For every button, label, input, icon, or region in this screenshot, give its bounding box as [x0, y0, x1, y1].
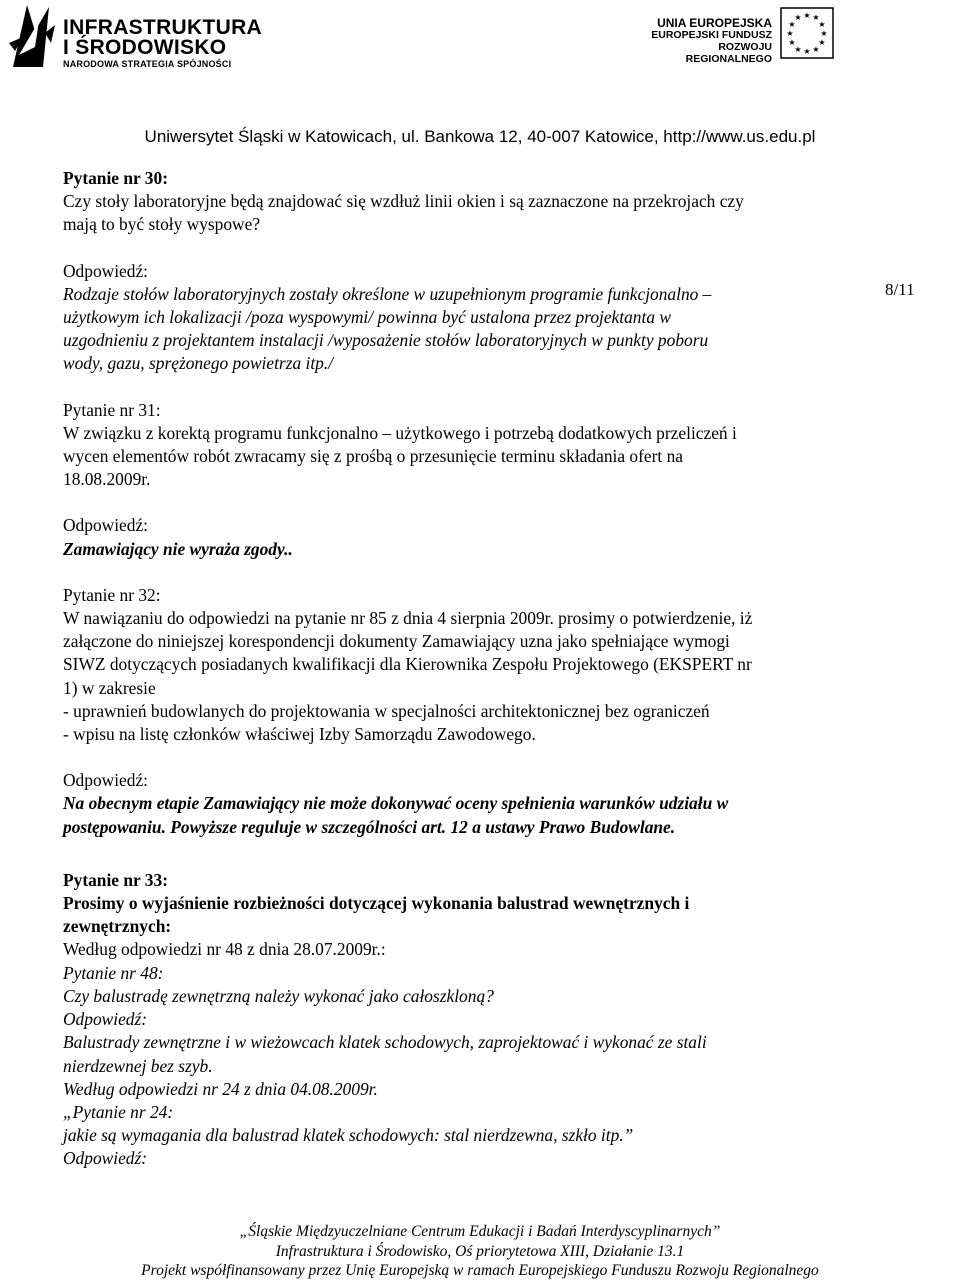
svg-text:★: ★ [788, 38, 796, 47]
q32-title: Pytanie nr 32: [63, 584, 161, 605]
q30-answer-1: Rodzaje stołów laboratoryjnych zostały określone w uzupełnionym programie funkcjonalno – [63, 283, 712, 304]
q31-answer-1: Zamawiający nie wyraża zgody.. [63, 538, 293, 559]
header-address: Uniwersytet Śląski w Katowicach, ul. Bankowa 12, 40-007 Katowice, http://www.us.edu.pl [144, 127, 816, 146]
q33-title: Pytanie nr 33: [63, 869, 168, 890]
q33-line-3: Czy balustradę zewnętrzną należy wykonać jako całoszkloną? [63, 985, 494, 1006]
eu-line-1: UNIA EUROPEJSKA [657, 16, 772, 30]
q30-answer-4: wody, gazu, sprężonego powietrza itp./ [63, 353, 334, 374]
svg-text:★: ★ [818, 38, 826, 47]
q33-line-4: Odpowiedź: [63, 1009, 148, 1030]
svg-text:★: ★ [812, 45, 820, 54]
q33-line-6: nierdzewnej bez szyb. [63, 1055, 213, 1076]
q32-text-3: SIWZ dotyczących posiadanych kwalifikacji dla Kierownika Zespołu Projektowego (EKSPERT nr [63, 654, 752, 675]
q31-text-3: 18.08.2009r. [63, 469, 151, 490]
q33-line-9: jakie są wymagania dla balustrad klatek schodowych: stal nierdzewna, szkło itp.” [63, 1125, 634, 1146]
q33-line-10: Odpowiedź: [63, 1148, 148, 1169]
q30-answer-3: uzgodnieniu z projektantem instalacji /wyposażenie stołów laboratoryjnych w punkty poboru [63, 330, 709, 351]
svg-text:★: ★ [794, 45, 802, 54]
q32-text-6: - wpisu na listę członków właściwej Izby Samorządu Zawodowego. [63, 724, 536, 745]
q32-text-2: załączone do niniejszej korespondencji dokumenty Zamawiający uzna jako spełniające wymogi [63, 631, 730, 652]
infrastruktura-logo [5, 3, 263, 69]
footer [0, 1222, 960, 1281]
svg-text:★: ★ [803, 11, 811, 20]
q30-text-2: mają to być stoły wyspowe? [63, 214, 261, 235]
q31-title: Pytanie nr 31: [63, 399, 161, 420]
eu-line-3: ROZWOJU REGIONALNEGO [685, 41, 772, 65]
svg-text:★: ★ [788, 20, 796, 29]
logo-emblem-icon [5, 3, 57, 69]
q30-answer-label: Odpowiedź: [63, 260, 149, 281]
footer-line-2: Infrastruktura i Środowisko, Oś priorytetowa XIII, Działanie 13.1 [275, 1242, 685, 1260]
eu-logo [640, 3, 840, 65]
q33-subtitle-1: Prosimy o wyjaśnienie rozbieżności dotyczącej wykonania balustrad wewnętrznych i [63, 893, 690, 914]
q32-text-5: - uprawnień budowlanych do projektowania w specjalności architektonicznej bez ograniczeń [63, 700, 710, 721]
q32-text-1: W nawiązaniu do odpowiedzi na pytanie nr 85 z dnia 4 sierpnia 2009r. prosimy o potwierdzenie, iż [63, 608, 753, 629]
logo-line-1: INFRASTRUKTURA [63, 16, 263, 39]
svg-text:★: ★ [786, 29, 794, 38]
q33-subtitle-2: zewnętrznych: [63, 916, 172, 937]
q30-title: Pytanie nr 30: [63, 168, 168, 188]
q33-line-2: Pytanie nr 48: [63, 962, 164, 983]
q31-text-1: W związku z korektą programu funkcjonalno – użytkowego i potrzebą dodatkowych przeliczeń i [63, 422, 737, 443]
q32-answer-2: postępowaniu. Powyższe reguluje w szczególności art. 12 a ustawy Prawo Budowlane. [63, 816, 676, 837]
q32-answer-label: Odpowiedź: [63, 770, 149, 791]
document-body [63, 167, 863, 1171]
q32-text-4: 1) w zakresie [63, 677, 156, 698]
q33-line-1: Według odpowiedzi nr 48 z dnia 28.07.2009r.: [63, 939, 386, 960]
svg-text:★: ★ [803, 47, 811, 56]
footer-line-3: Projekt współfinansowany przez Unię Europejską w ramach Europejskiego Funduszu Rozwoju Regionalnego [141, 1262, 819, 1279]
eu-flag-icon [780, 7, 834, 59]
q33-line-5: Balustrady zewnętrzne i w wieżowcach klatek schodowych, zaprojektować i wykonać ze stali [63, 1032, 707, 1053]
q30-text-1: Czy stoły laboratoryjne będą znajdować się wzdłuż linii okien i są zaznaczone na przekrojach czy [63, 191, 744, 212]
q30-answer-2: użytkowym ich lokalizacji /poza wyspowymi/ powinna być ustalona przez projektanta w [63, 307, 671, 328]
logo-line-3: NARODOWA STRATEGIA SPÓJNOŚCI [63, 59, 232, 69]
svg-text:★: ★ [820, 29, 828, 38]
q31-text-2: wycen elementów robót zwracamy się z prośbą o przesunięcie terminu składania ofert na [63, 446, 684, 467]
svg-text:★: ★ [794, 13, 802, 22]
eu-line-2: EUROPEJSKI FUNDUSZ [651, 29, 772, 41]
logo-line-2: I ŚRODOWISKO [63, 36, 227, 59]
q32-answer-1: Na obecnym etapie Zamawiający nie może dokonywać oceny spełnienia warunków udziału w [63, 793, 729, 814]
svg-text:★: ★ [812, 13, 820, 22]
q31-answer-label: Odpowiedź: [63, 515, 149, 536]
q33-line-8: „Pytanie nr 24: [63, 1101, 174, 1122]
svg-text:★: ★ [818, 20, 826, 29]
q33-line-7: Według odpowiedzi nr 24 z dnia 04.08.2009r. [63, 1078, 378, 1099]
page-number: 8/11 [885, 280, 915, 299]
footer-line-1: „Śląskie Międzyuczelniane Centrum Edukacji i Badań Interdyscyplinarnych” [239, 1223, 721, 1240]
